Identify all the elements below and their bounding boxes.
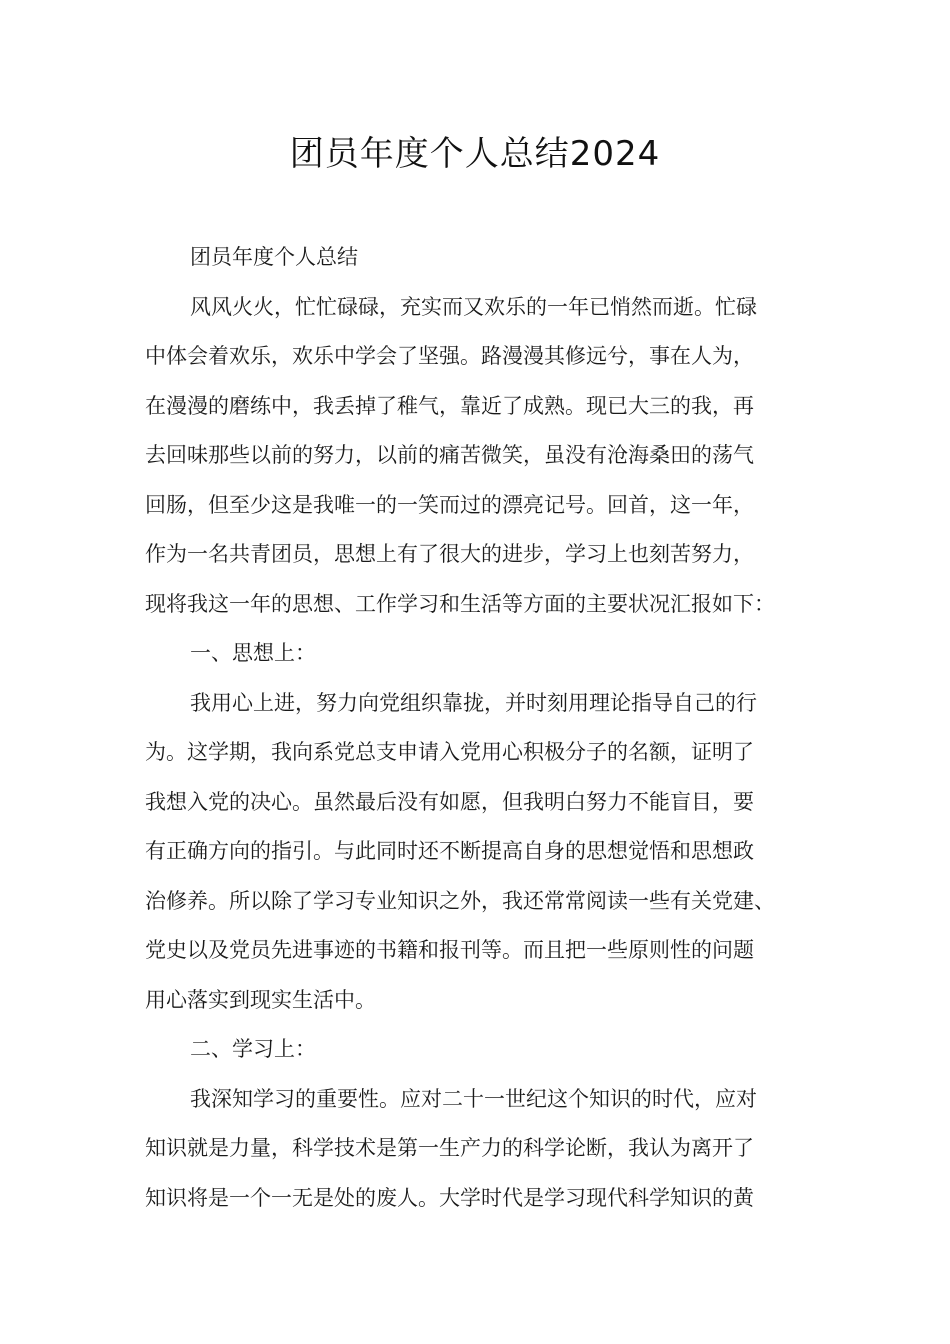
text-line: 为。这学期，我向系党总支申请入党用心积极分子的名额，证明了 (145, 740, 754, 764)
text-line: 团员年度个人总结 (190, 245, 358, 269)
text-line: 作为一名共青团员，思想上有了很大的进步，学习上也刻苦努力， (145, 542, 754, 566)
text-line: 治修养。所以除了学习专业知识之外，我还常常阅读一些有关党建、 (145, 888, 775, 913)
text-line: 一、思想上： (190, 641, 316, 665)
document-body (145, 233, 825, 1223)
text-line: 用心落实到现实生活中。 (145, 987, 376, 1012)
text-line: 我想入党的决心。虽然最后没有如愿，但我明白努力不能盲目，要 (145, 789, 754, 814)
text-line: 现将我这一年的思想、工作学习和生活等方面的主要状况汇报如下： (145, 591, 775, 616)
text-line: 风风火火，忙忙碌碌，充实而又欢乐的一年已悄然而逝。忙碌 (190, 294, 757, 319)
text-line: 有正确方向的指引。与此同时还不断提高自身的思想觉悟和思想政 (145, 839, 754, 863)
text-line: 去回味那些以前的努力，以前的痛苦微笑，虽没有沧海桑田的荡气 (145, 443, 754, 467)
text-line: 党史以及党员先进事迹的书籍和报刊等。而且把一些原则性的问题 (145, 938, 754, 962)
text-line: 我深知学习的重要性。应对二十一世纪这个知识的时代，应对 (190, 1086, 757, 1111)
text-line: 我用心上进，努力向党组织靠拢，并时刻用理论指导自己的行 (190, 690, 757, 715)
text-line: 中体会着欢乐，欢乐中学会了坚强。路漫漫其修远兮，事在人为， (145, 344, 754, 368)
text-line: 知识将是一个一无是处的废人。大学时代是学习现代科学知识的黄 (145, 1185, 754, 1210)
text-line: 回肠，但至少这是我唯一的一笑而过的漂亮记号。回首，这一年， (145, 492, 754, 517)
text-line: 在漫漫的磨练中，我丢掉了稚气，靠近了成熟。现已大三的我，再 (145, 393, 754, 418)
text-line: 知识就是力量，科学技术是第一生产力的科学论断，我认为离开了 (145, 1136, 754, 1160)
document-title: 团员年度个人总结2024 (289, 134, 661, 174)
text-line: 二、学习上： (190, 1037, 316, 1061)
